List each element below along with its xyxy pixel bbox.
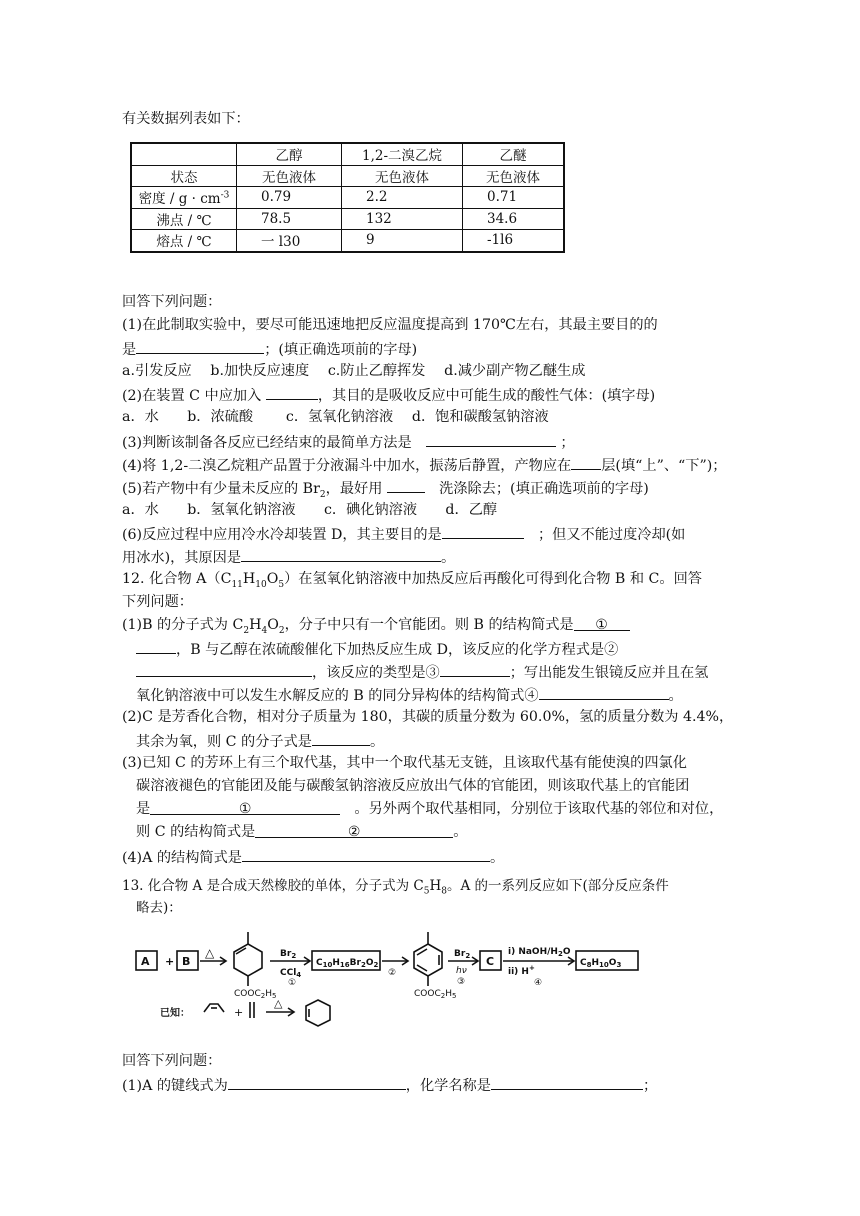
answer-blank <box>241 546 441 562</box>
q12-line1: 12. 化合物 $A(C_{11}H_{10}O_5)$在氢氧化钠溶液中加热反应后再酸化可得到化合物 B 和 C。回答 <box>122 571 702 590</box>
text: 。另外两个取代基相同，分别位于该取代基的邻位和对位， <box>354 801 724 817</box>
q11-p1a: (1)在此制取实验中，要尽可能迅速地把反应温度提高到 170℃左右，其最主要目的的 <box>122 317 658 333</box>
answer-blank <box>387 477 425 493</box>
table-cell: 无色液体 <box>463 165 565 187</box>
subscript: 2 <box>278 625 285 636</box>
text: ；(填正确选项前的字母) <box>264 342 418 358</box>
table-row <box>131 208 564 230</box>
table-row <box>131 187 564 209</box>
table-cell: 0.71 <box>463 187 565 209</box>
answer-blank <box>312 730 370 746</box>
plus-sign: + <box>165 955 175 968</box>
subscript: 2 <box>319 489 326 500</box>
table-cell <box>131 187 237 209</box>
text: Br <box>454 949 466 959</box>
answer-blank <box>136 338 264 354</box>
text: ，B 与乙醇在浓硫酸催化下加热反应生成 D，该反应的化学方程式是② <box>176 642 619 658</box>
text: (1)B 的分子式为 C <box>122 617 244 633</box>
reagent-hv: hν <box>456 966 467 976</box>
q12-p4 <box>122 846 504 868</box>
heat-symbol: △ <box>205 946 215 960</box>
q11-p1b <box>122 338 417 360</box>
text: ； <box>642 1078 658 1094</box>
q11-p5 <box>122 477 649 499</box>
q12-line2: 下列问题： <box>122 594 193 610</box>
table-cell: 2.2 <box>342 187 463 209</box>
answer-blank <box>440 661 510 677</box>
table-intro: 有关数据列表如下： <box>122 111 250 127</box>
table-cell: 沸点 / ℃ <box>131 208 237 230</box>
answer-blank <box>136 638 176 654</box>
q11-p6b <box>122 546 455 568</box>
reagent-br2: $Br_2$ <box>280 949 297 960</box>
reagent-ccl4: CCl$_4$ <box>280 968 302 979</box>
reagent-hplus: ii) H+ <box>508 964 535 977</box>
text: ，分子中只有一个官能团。则 B 的结构简式是 <box>284 617 574 633</box>
q12-p3c <box>136 799 723 819</box>
text: ； <box>560 435 575 451</box>
text: 层(填“上”、“下”)； <box>601 458 727 474</box>
step-4: ④ <box>534 978 543 988</box>
density-exponent: -3 <box>220 190 230 201</box>
reagent-naoh: i) NaOH/$H_2O$ <box>508 947 571 958</box>
ester-label-2: $COOC_2H_5$ <box>414 989 457 1000</box>
answer-blank <box>266 384 318 400</box>
text: ；写出能发生银镜反应并且在氢 <box>509 665 709 681</box>
q11-p4 <box>122 454 726 476</box>
answer-blank: ① <box>150 799 340 815</box>
q11-p5-options: a．水 b．氢氧化钠溶液 c．碘化钠溶液 d．乙醇 <box>122 502 498 518</box>
answer-blank <box>491 1074 643 1090</box>
text: Br <box>280 949 292 959</box>
text: ，其目的是吸收反应中可能生成的酸性气体：(填字母) <box>317 388 656 404</box>
text: ）在氢氧化钠溶液中加热反应后再酸化可得到化合物 B 和 C。回答 <box>284 571 702 587</box>
density-label: 密度 / g · cm <box>138 191 221 208</box>
table-header-cell: 1,2-二溴乙烷 <box>342 143 463 165</box>
text: 用冰水)，其原因是 <box>122 550 242 566</box>
text: (4)将 1,2-二溴乙烷粗产品置于分液漏斗中加水，振荡后静置，产物应在 <box>122 458 572 474</box>
text: 。 <box>489 850 505 866</box>
q12-p3a: (3)已知 C 的芳环上有三个取代基，其中一个取代基无支链，且该取代基有能使溴的四氯化 <box>122 755 687 771</box>
reagent-br2-2: $Br_2$ <box>454 949 471 960</box>
text: 是 <box>136 801 151 817</box>
answer-blank <box>136 661 312 677</box>
text: 。 <box>441 550 456 566</box>
text: ，最好用 <box>325 481 383 497</box>
table-cell: 状态 <box>131 165 237 187</box>
text: 。 <box>668 688 683 704</box>
text: 。 <box>369 734 385 750</box>
table-header-cell: 乙醇 <box>237 143 342 165</box>
table-row <box>131 165 564 187</box>
label-a: A <box>141 955 150 968</box>
answer-blank <box>242 846 490 862</box>
text: (6)反应过程中应用冷水冷却装置 D，其主要目的是 <box>122 527 442 543</box>
q11-p3 <box>122 431 575 453</box>
text: (4)A 的结构简式是 <box>122 850 242 866</box>
text: COOC <box>234 989 261 999</box>
text: COOC <box>414 989 441 999</box>
q11-p1-options: a.引发反应 b.加快反应速度 c.防止乙醇挥发 d.减少副产物乙醚生成 <box>122 363 586 379</box>
plus-sign-2: + <box>234 1006 244 1019</box>
ester-label-1: $COOC_2H_5$ <box>234 989 277 1000</box>
reaction-scheme <box>130 924 650 1042</box>
q11-lead: 回答下列问题： <box>122 294 222 310</box>
cyclohexene-ring-1 <box>234 944 262 976</box>
text: 其余为氧，则 C 的分子式是 <box>136 734 312 750</box>
label-c: C <box>486 955 495 968</box>
known-label: 已知： <box>160 1008 190 1019</box>
text: (1)A 的键线式为 <box>122 1078 228 1094</box>
text: C <box>580 958 587 968</box>
table-cell: 9 <box>342 230 463 252</box>
table-header-cell <box>131 143 237 165</box>
text: ；但又不能过度冷却(如 <box>537 527 686 543</box>
subscript: 2 <box>243 625 250 636</box>
q12-p3d <box>136 822 467 842</box>
subscript: 5 <box>278 579 285 590</box>
q12-p1d <box>136 684 683 706</box>
table-row <box>131 143 564 165</box>
answer-blank <box>539 684 669 700</box>
data-table <box>130 142 565 253</box>
q13-line2: 略去)： <box>136 900 182 916</box>
text: ，化学名称是 <box>405 1078 491 1094</box>
table-cell: 无色液体 <box>342 165 463 187</box>
text: 。A 的一系列反应如下(部分反应条件 <box>446 878 669 894</box>
text: 氧化钠溶液中可以发生水解反应的 B 的同分异构体的结构简式④ <box>136 688 539 704</box>
table-cell: -1l6 <box>463 230 565 252</box>
q12-p1c <box>136 661 708 683</box>
step-2: ② <box>388 968 397 978</box>
table-cell: 78.5 <box>237 208 342 230</box>
text: 。 <box>453 824 468 840</box>
q13-line1: 13. 化合物 A 是合成天然橡胶的单体，分子式为 $C_5H_8$。A 的一系列反应如下(部分反应条件 <box>122 878 669 897</box>
intermediate-formula: $C_{10}H_{16}Br_2O_2$ <box>316 958 379 969</box>
table-cell: 一 l30 <box>237 230 342 252</box>
table-row <box>131 230 564 252</box>
answer-blank <box>571 454 601 470</box>
answer-blank <box>442 523 524 539</box>
q12-p3b: 碳溶液褪色的官能团及能与碳酸氢钠溶液反应放出气体的官能团，则该取代基上的官能团 <box>136 778 690 794</box>
q12-p2b <box>136 730 384 752</box>
q11-p6a <box>122 523 685 545</box>
step-1: ① <box>288 978 297 988</box>
q11-p2-options: a．水 b．浓硫酸 c．氢氧化钠溶液 d．饱和碳酸氢钠溶液 <box>122 409 549 425</box>
table-header-cell: 乙醚 <box>463 143 565 165</box>
text: (2)在装置 C 中应加入 <box>122 388 262 404</box>
text: i) NaOH/H <box>508 947 558 957</box>
q12-p1b <box>136 638 618 660</box>
text: 是 <box>122 342 137 358</box>
q13-lead: 回答下列问题： <box>122 1053 222 1069</box>
subscript: 11 <box>231 579 243 590</box>
answer-blank <box>228 1074 406 1090</box>
text: 13. 化合物 A 是合成天然橡胶的单体，分子式为 C <box>122 878 424 894</box>
subscript: 4 <box>261 625 268 636</box>
text: CCl <box>280 968 297 978</box>
text: 12. 化合物 A（C <box>122 571 232 587</box>
text: ii) H <box>508 967 529 977</box>
answer-blank: ② <box>255 822 453 838</box>
label-b: B <box>182 955 191 968</box>
table-cell: 34.6 <box>463 208 565 230</box>
table-cell: 132 <box>342 208 463 230</box>
table-cell: 0.79 <box>237 187 342 209</box>
text: (5)若产物中有少量未反应的 Br <box>122 481 320 497</box>
text: 洗涤除去；(填正确选项前的字母) <box>439 481 649 497</box>
text: C <box>316 958 323 968</box>
benzene-ring <box>414 944 442 976</box>
text: 则 C 的结构简式是 <box>136 824 256 840</box>
answer-blank <box>426 431 556 447</box>
subscript: 5 <box>423 886 430 897</box>
answer-blank: ① <box>574 615 630 631</box>
product-formula: $C_8H_{10}O_3$ <box>580 958 622 969</box>
q12-p2a: (2)C 是芳香化合物，相对分子质量为 180，其碳的质量分数为 60.0%，氢的质量分数为 4.4%， <box>122 709 734 725</box>
heat-symbol-2: △ <box>274 997 283 1010</box>
table-cell: 熔点 / ℃ <box>131 230 237 252</box>
text: ，该反应的类型是③ <box>312 665 440 681</box>
table-cell: 无色液体 <box>237 165 342 187</box>
subscript: 10 <box>255 579 267 590</box>
step-3: ③ <box>457 977 466 987</box>
q11-p2 <box>122 384 655 406</box>
q12-p1a: (1)B 的分子式为 $C_2H_4O_2$，分子中只有一个官能团。则 B 的结构简式是 ① <box>122 615 630 635</box>
subscript: 8 <box>441 886 447 897</box>
text: (3)判断该制备各反应已经结束的最简单方法是 <box>122 435 412 451</box>
q13-p1 <box>122 1074 657 1096</box>
